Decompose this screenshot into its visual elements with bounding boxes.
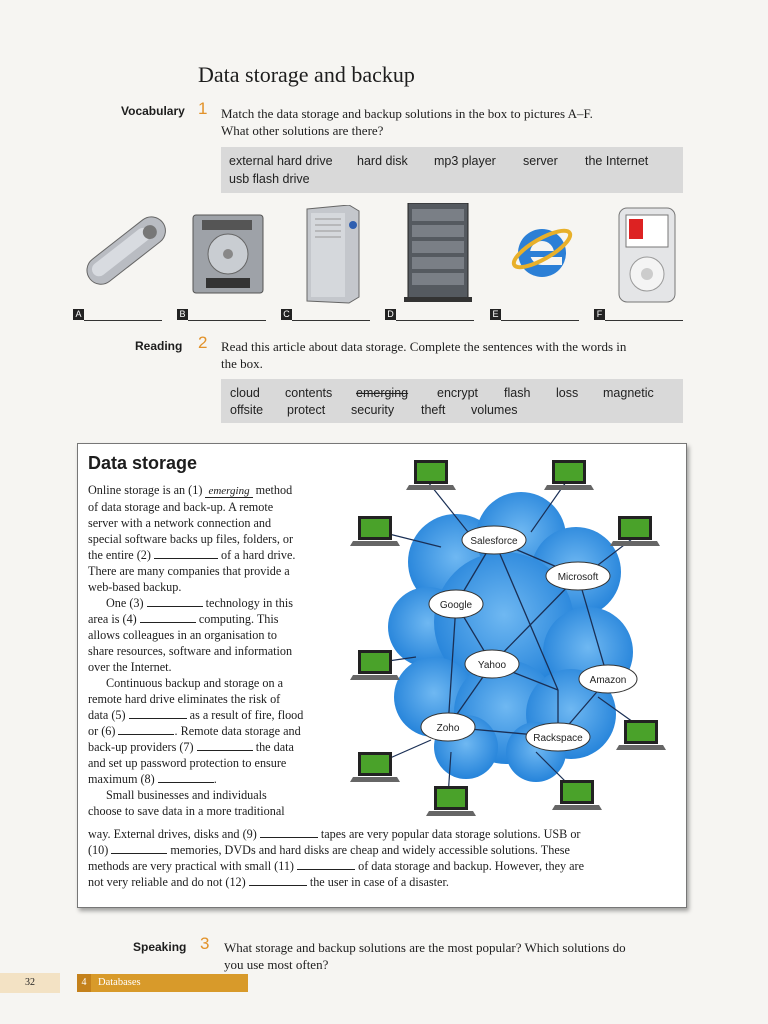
provider-label: Microsoft xyxy=(557,572,599,583)
hard-disk-picture xyxy=(192,214,264,294)
gap-11-blank[interactable] xyxy=(297,858,355,870)
article-line: There are many companies that provide a xyxy=(88,564,290,578)
vocabulary-instruction-2: What other solutions are there? xyxy=(221,123,384,138)
gap-12-blank[interactable] xyxy=(249,874,307,886)
reading-instruction-2: the box. xyxy=(221,356,263,371)
vocabulary-label: Vocabulary xyxy=(121,104,185,118)
speaking-label: Speaking xyxy=(133,940,187,954)
article-line: over the Internet. xyxy=(88,660,172,674)
article-line: share resources, software and information xyxy=(88,644,293,658)
word-box-item: theft xyxy=(421,403,446,417)
word-box-item: cloud xyxy=(230,386,260,400)
article-line: the entire (2) of a hard drive. xyxy=(88,548,296,562)
article-title: Data storage xyxy=(88,453,198,473)
word-box-item: external hard drive xyxy=(229,154,333,168)
word-box-item: mp3 player xyxy=(434,154,496,168)
gap-4-blank[interactable] xyxy=(140,611,196,623)
speaking-number: 3 xyxy=(200,934,210,953)
page-title: Data storage and backup xyxy=(198,62,415,87)
example-answer: emerging xyxy=(205,485,252,498)
article-text-column xyxy=(88,482,338,819)
provider-label: Zoho xyxy=(436,723,460,734)
article-line: of data storage and back-up. A remote xyxy=(88,500,274,514)
answer-line xyxy=(396,320,474,321)
vocabulary-word-box xyxy=(221,147,683,193)
gap-10-blank[interactable] xyxy=(111,842,167,854)
word-box-item: offsite xyxy=(230,403,264,417)
internet-explorer-icon xyxy=(510,215,574,285)
cloud-network-diagram xyxy=(336,452,676,824)
provider-label: Rackspace xyxy=(533,733,583,744)
unit-title: Databases xyxy=(98,977,141,988)
word-box-item: security xyxy=(351,403,395,417)
word-box-item: contents xyxy=(285,386,333,400)
reading-number: 2 xyxy=(198,333,208,352)
provider-node-salesforce xyxy=(462,526,526,554)
article-line: back-up providers (7) the data xyxy=(88,740,294,754)
gap-8-blank[interactable] xyxy=(158,771,214,783)
gap-6-blank[interactable] xyxy=(118,723,174,735)
article-line: not very reliable and do not (12) the user in case of a disaster. xyxy=(88,875,449,889)
article-line: allows colleagues in an organisation to xyxy=(88,628,277,642)
provider-node-amazon xyxy=(579,665,637,693)
provider-node-yahoo xyxy=(465,650,519,678)
provider-node-rackspace xyxy=(526,723,590,751)
gap-2-blank[interactable] xyxy=(154,547,218,559)
word-box-item: magnetic xyxy=(603,386,654,400)
article-line: web-based backup. xyxy=(88,580,182,594)
article-line: way. External drives, disks and (9) tapes are very popular data storage solutions. USB or xyxy=(88,827,581,841)
mp3-player-picture xyxy=(618,207,676,303)
article-line: special software backs up files, folders, or xyxy=(88,532,294,546)
external-hard-drive-picture xyxy=(303,205,363,305)
article-text-full xyxy=(88,826,680,890)
page-number: 32 xyxy=(0,973,60,993)
answer-line xyxy=(605,320,683,321)
gap-5-blank[interactable] xyxy=(129,707,187,719)
article-line: (10) memories, DVDs and hard disks are cheap and widely accessible solutions. These xyxy=(88,843,570,857)
usb-flash-drive-picture xyxy=(78,210,170,292)
word-box-item: protect xyxy=(287,403,326,417)
word-box-item-crossed: emerging xyxy=(356,386,409,400)
word-box-item: loss xyxy=(556,386,579,400)
answer-line xyxy=(84,320,162,321)
article-box xyxy=(77,443,687,908)
picture-letter-d: D xyxy=(385,309,396,320)
reading-word-box xyxy=(221,379,683,423)
gap-7-blank[interactable] xyxy=(197,739,253,751)
word-box-item: usb flash drive xyxy=(229,172,310,186)
reading-instruction-1: Read this article about data storage. Complete the sentences with the words in xyxy=(221,339,627,354)
article-line: maximum (8) . xyxy=(88,772,217,786)
article-line: and set up password protection to ensure xyxy=(88,756,287,770)
answer-line xyxy=(188,320,266,321)
provider-node-google xyxy=(429,590,483,618)
vocabulary-instruction-1: Match the data storage and backup solutions in the box to pictures A–F. xyxy=(221,106,593,121)
word-box-item: the Internet xyxy=(585,154,649,168)
article-line: Online storage is an (1) emerging method xyxy=(88,483,293,497)
picture-letter-c: C xyxy=(281,309,292,320)
article-line: Small businesses and individuals xyxy=(106,788,267,802)
answer-line xyxy=(292,320,370,321)
gap-9-blank[interactable] xyxy=(260,826,318,838)
provider-label: Salesforce xyxy=(470,536,518,547)
server-picture xyxy=(404,203,472,303)
article-line: data (5) as a result of fire, flood xyxy=(88,708,304,722)
gap-3-blank[interactable] xyxy=(147,595,203,607)
provider-label: Amazon xyxy=(589,675,627,686)
speaking-instruction-1: What storage and backup solutions are the most popular? Which solutions do xyxy=(224,940,626,955)
article-line: remote hard drive eliminates the risk of xyxy=(88,692,281,706)
word-box-item: encrypt xyxy=(437,386,478,400)
article-line: or (6) . Remote data storage and xyxy=(88,724,301,738)
word-box-item: volumes xyxy=(471,403,518,417)
article-line: Continuous backup and storage on a xyxy=(106,676,284,690)
provider-label: Yahoo xyxy=(477,660,507,671)
unit-number: 4 xyxy=(77,974,91,992)
answer-line xyxy=(501,320,579,321)
word-box-item: server xyxy=(523,154,558,168)
article-line: area is (4) computing. This xyxy=(88,612,279,626)
reading-label: Reading xyxy=(135,339,183,353)
article-line: One (3) technology in this xyxy=(106,596,293,610)
speaking-instruction-2: you use most often? xyxy=(224,957,329,972)
picture-letter-row xyxy=(0,309,768,321)
provider-node-microsoft xyxy=(546,562,610,590)
provider-label: Google xyxy=(439,600,473,611)
picture-letter-f: F xyxy=(594,309,605,320)
word-box-item: hard disk xyxy=(357,154,408,168)
provider-node-zoho xyxy=(421,713,475,741)
article-line: methods are very practical with small (11) of data storage and backup. However, they are xyxy=(88,859,584,873)
vocabulary-number: 1 xyxy=(198,99,208,118)
article-line: choose to save data in a more traditional xyxy=(88,804,285,818)
word-box-item: flash xyxy=(504,386,531,400)
picture-letter-a: A xyxy=(73,309,84,320)
picture-letter-b: B xyxy=(177,309,188,320)
article-line: server with a network connection and xyxy=(88,516,272,530)
picture-letter-e: E xyxy=(490,309,501,320)
